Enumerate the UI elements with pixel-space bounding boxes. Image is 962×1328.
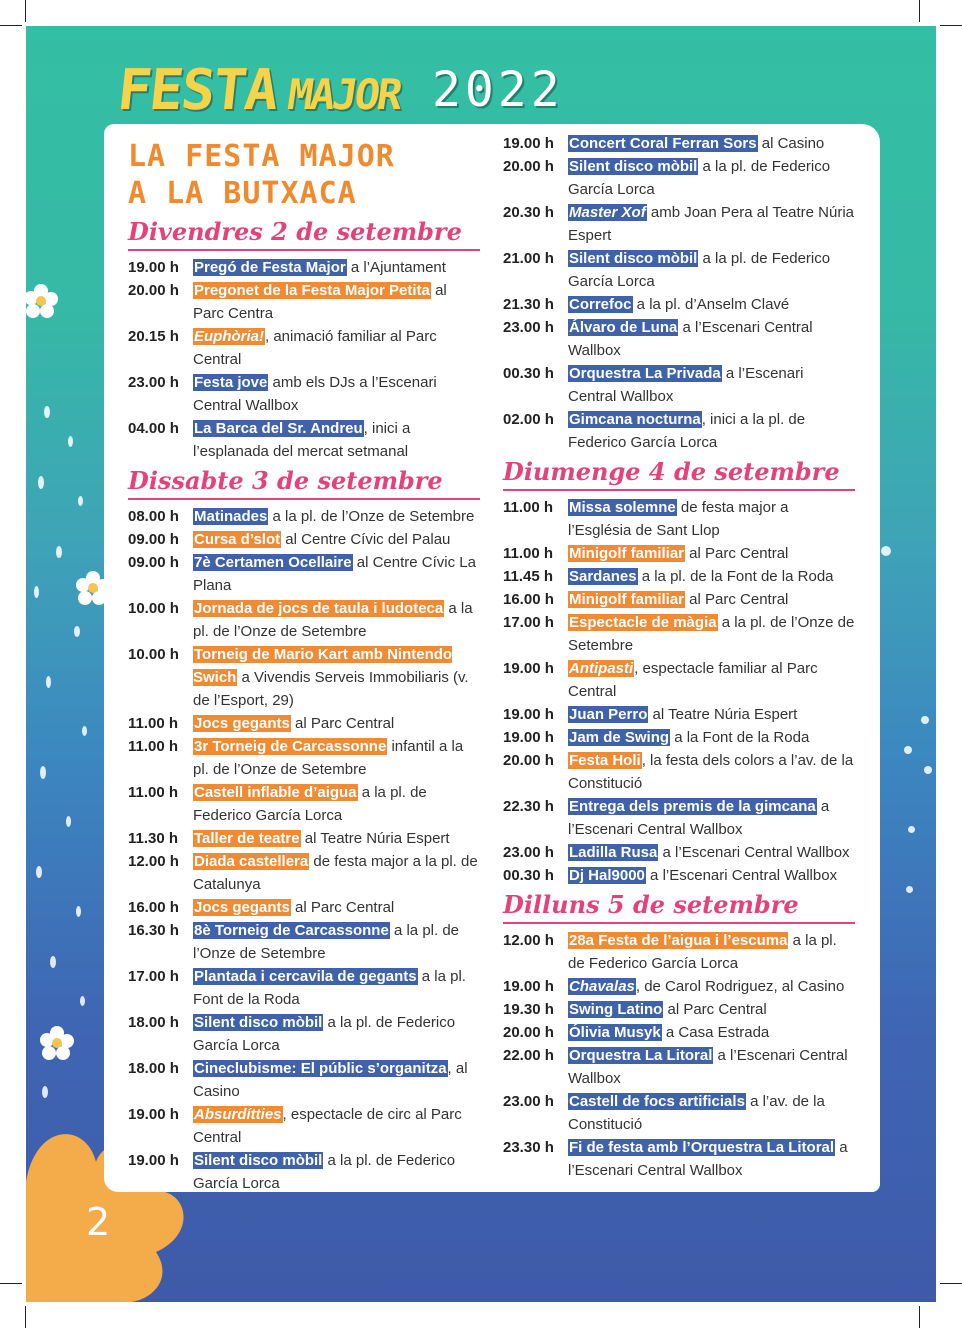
event-detail: al Parc Central	[685, 545, 789, 562]
event-row	[503, 1136, 855, 1182]
crop-mark	[940, 1283, 962, 1284]
event-description	[193, 1011, 480, 1057]
event-time: 19.30 h	[503, 1001, 554, 1018]
decor-speck	[921, 716, 929, 724]
decor-speck	[34, 586, 39, 598]
event-highlight: Torneig de Mario Kart amb Nintendo Swich	[193, 646, 453, 686]
decor-speck	[42, 1086, 48, 1098]
event-time: 23.00 h	[503, 319, 554, 336]
event-row	[128, 505, 480, 528]
event-detail: , la festa dels colors a l’av. de la Constitució	[568, 752, 854, 792]
event-description	[193, 1057, 480, 1103]
event-description	[568, 975, 855, 998]
event-time: 19.00 h	[503, 978, 554, 995]
crop-mark	[919, 0, 920, 22]
event-description	[193, 551, 480, 597]
event-time: 04.00 h	[128, 420, 179, 437]
event-row	[128, 417, 480, 463]
event-highlight: Jam de Swing	[569, 729, 670, 746]
event-description	[568, 247, 855, 293]
event-row	[503, 1044, 855, 1090]
event-row	[503, 201, 855, 247]
event-detail: a la pl. de l’Onze de Setembre	[193, 600, 473, 640]
event-detail: a l’av. de la Constitució	[568, 1093, 825, 1133]
event-description	[193, 850, 480, 896]
event-highlight: Orquestra La Litoral	[569, 1047, 713, 1064]
event-highlight: Entrega dels premis de la gimcana	[569, 798, 816, 815]
event-highlight: La Barca del Sr. Andreu	[194, 420, 363, 437]
event-description	[193, 827, 480, 850]
event-row	[128, 712, 480, 735]
event-row	[128, 1057, 480, 1103]
decor-speck	[78, 496, 83, 506]
event-time: 20.00 h	[503, 158, 554, 175]
event-time: 19.00 h	[503, 135, 554, 152]
day-heading: Diumenge 4 de setembre	[503, 456, 855, 491]
event-detail: a l’Escenari Central Wallbox	[645, 867, 838, 884]
event-row	[503, 588, 855, 611]
event-highlight: Antipasti	[569, 660, 634, 677]
event-time: 22.30 h	[503, 798, 554, 815]
event-row	[503, 975, 855, 998]
event-detail: al Casino	[757, 135, 825, 152]
event-description	[568, 316, 855, 362]
event-description	[193, 735, 480, 781]
event-detail: a la pl. de la Font de la Roda	[637, 568, 834, 585]
event-detail: a la pl. de Federico García Lorca	[193, 784, 427, 824]
event-time: 16.00 h	[503, 591, 554, 608]
event-description	[568, 588, 855, 611]
event-highlight: Castell de focs artificials	[569, 1093, 745, 1110]
event-time: 23.00 h	[128, 374, 179, 391]
event-detail: al Teatre Núria Espert	[648, 706, 798, 723]
event-row	[128, 965, 480, 1011]
event-highlight: Castell inflable d’aigua	[194, 784, 357, 801]
event-highlight: Festa Holi	[569, 752, 641, 769]
event-description	[568, 362, 855, 408]
event-detail: al Centre Cívic del Palau	[281, 531, 451, 548]
event-highlight: Espectacle de màgia	[569, 614, 717, 631]
event-time: 23.30 h	[503, 1139, 554, 1156]
decor-speck	[36, 866, 42, 878]
crop-mark	[940, 25, 962, 26]
flower-decoration	[40, 1026, 74, 1060]
event-highlight: Euphòria!	[194, 328, 264, 345]
saturday-continued	[503, 132, 855, 454]
decor-speck	[82, 726, 87, 736]
event-time: 09.00 h	[128, 531, 179, 548]
decor-speck	[924, 766, 932, 774]
event-detail: al Teatre Núria Espert	[300, 830, 450, 847]
event-row	[128, 371, 480, 417]
event-description	[568, 132, 855, 155]
decor-speck	[50, 956, 56, 968]
event-description	[193, 1149, 480, 1195]
event-time: 21.00 h	[503, 250, 554, 267]
event-time: 10.00 h	[128, 646, 179, 663]
event-highlight: Minigolf familiar	[569, 591, 685, 608]
event-time: 23.00 h	[503, 844, 554, 861]
event-row	[128, 279, 480, 325]
event-description	[568, 726, 855, 749]
event-time: 21.30 h	[503, 296, 554, 313]
right-column	[503, 132, 855, 1182]
decor-speck	[44, 406, 50, 418]
crop-mark	[919, 1306, 920, 1328]
event-detail: , espectacle familiar al Parc Central	[568, 660, 818, 700]
event-detail: al Parc Central	[663, 1001, 767, 1018]
event-time: 20.15 h	[128, 328, 179, 345]
event-detail: , inici a l’esplanada del mercat setmanal	[193, 420, 411, 460]
event-highlight: 7è Certamen Ocellaire	[194, 554, 352, 571]
event-detail: al Parc Centra	[193, 282, 447, 322]
event-time: 11.45 h	[503, 568, 554, 585]
heading-line-1: LA FESTA MAJOR	[128, 139, 395, 174]
event-highlight: 3r Torneig de Carcassonne	[194, 738, 387, 755]
event-time: 19.00 h	[503, 729, 554, 746]
event-description	[568, 1090, 855, 1136]
event-description	[193, 279, 480, 325]
event-highlight: Concert Coral Ferran Sors	[569, 135, 757, 152]
event-description	[568, 841, 855, 864]
event-description	[193, 256, 480, 279]
event-row	[503, 749, 855, 795]
event-highlight: 28a Festa de l’aigua i l’escuma	[569, 932, 788, 949]
event-time: 11.00 h	[128, 715, 179, 732]
event-row	[503, 864, 855, 887]
decor-speck	[56, 546, 62, 558]
event-detail: , espectacle de circ al Parc Central	[193, 1106, 462, 1146]
event-highlight: Chavalas	[569, 978, 635, 995]
event-detail: a l’Escenari Central Wallbox	[568, 1139, 848, 1179]
event-description	[568, 795, 855, 841]
event-detail: a la pl. de Federico García Lorca	[193, 1152, 456, 1192]
event-row	[503, 155, 855, 201]
event-time: 11.00 h	[128, 784, 179, 801]
event-detail: a la pl. Font de la Roda	[193, 968, 466, 1008]
event-time: 17.00 h	[503, 614, 554, 631]
event-time: 22.00 h	[503, 1047, 554, 1064]
event-highlight: Missa solemne	[569, 499, 676, 516]
event-highlight: Taller de teatre	[194, 830, 300, 847]
event-description	[568, 408, 855, 454]
event-detail: a la pl. de l’Onze de Setembre	[193, 922, 460, 962]
event-time: 11.30 h	[128, 830, 179, 847]
event-time: 23.00 h	[503, 1093, 554, 1110]
event-time: 00.30 h	[503, 867, 554, 884]
event-row	[503, 1090, 855, 1136]
event-highlight: Pregonet de la Festa Major Petita	[194, 282, 430, 299]
event-description	[568, 201, 855, 247]
event-detail: de festa major a l’Església de Sant Llop	[568, 499, 789, 539]
event-row	[503, 496, 855, 542]
event-time: 00.30 h	[503, 365, 554, 382]
event-row	[128, 850, 480, 896]
event-time: 11.00 h	[503, 499, 554, 516]
event-highlight: Cursa d’slot	[194, 531, 281, 548]
event-description	[193, 325, 480, 371]
event-description	[568, 1021, 855, 1044]
event-highlight: Ladilla Rusa	[569, 844, 658, 861]
event-time: 16.30 h	[128, 922, 179, 939]
event-row	[503, 1021, 855, 1044]
event-row	[503, 316, 855, 362]
decor-speck	[74, 626, 80, 637]
decor-speck	[46, 676, 51, 688]
event-detail: a l’Escenari Central Wallbox	[658, 844, 850, 861]
decor-speck	[904, 746, 912, 754]
event-time: 18.00 h	[128, 1060, 179, 1077]
event-description	[568, 155, 855, 201]
event-time: 02.00 h	[503, 411, 554, 428]
event-highlight: Jocs gegants	[194, 899, 290, 916]
event-row	[503, 408, 855, 454]
decor-speck	[38, 476, 44, 489]
event-row	[503, 542, 855, 565]
event-detail: amb els DJs a l’Escenari Central Wallbox	[193, 374, 437, 414]
event-list	[128, 256, 480, 463]
decor-speck	[906, 886, 913, 893]
crop-mark	[0, 1283, 22, 1284]
event-description	[568, 611, 855, 657]
event-detail: , al Casino	[193, 1060, 468, 1100]
event-row	[503, 726, 855, 749]
event-description	[568, 657, 855, 703]
event-highlight: Gimcana nocturna	[569, 411, 701, 428]
event-detail: al Parc Central	[685, 591, 789, 608]
event-detail: a l’Escenari Central Wallbox	[568, 319, 813, 359]
event-highlight: Absurdítties	[194, 1106, 282, 1123]
event-time: 19.00 h	[128, 1106, 179, 1123]
event-highlight: Ólivia Musyk	[569, 1024, 661, 1041]
page-number: 2	[86, 1200, 111, 1244]
event-highlight: Jocs gegants	[194, 715, 290, 732]
event-row	[503, 657, 855, 703]
heading-line-2: A LA BUTXACA	[128, 176, 357, 211]
event-row	[503, 132, 855, 155]
event-description	[568, 293, 855, 316]
event-highlight: Plantada i cercavila de gegants	[194, 968, 417, 985]
event-detail: a l’Escenari Central Wallbox	[568, 1047, 848, 1087]
event-highlight: Correfoc	[569, 296, 632, 313]
day-heading: Dilluns 5 de setembre	[503, 889, 855, 924]
event-detail: a Vivendis Serveis Immobiliaris (v. de l’Esport, 29)	[193, 669, 469, 709]
event-row	[503, 703, 855, 726]
event-highlight: Álvaro de Luna	[569, 319, 678, 336]
day-heading: Divendres 2 de setembre	[128, 216, 480, 251]
event-description	[193, 505, 480, 528]
crop-mark	[25, 1306, 26, 1328]
event-time: 20.30 h	[503, 204, 554, 221]
event-description	[568, 542, 855, 565]
event-description	[193, 781, 480, 827]
event-detail: a la pl. de l’Onze de Setembre	[568, 614, 855, 654]
event-detail: , animació familiar al Parc Central	[193, 328, 437, 368]
event-highlight: Swing Latino	[569, 1001, 663, 1018]
event-row	[128, 896, 480, 919]
event-row	[503, 293, 855, 316]
event-list	[503, 929, 855, 1182]
decor-speck	[76, 906, 81, 917]
decor-speck	[908, 826, 915, 833]
event-highlight: Matinades	[194, 508, 268, 525]
event-row	[128, 1149, 480, 1195]
event-detail: al Centre Cívic La Plana	[193, 554, 476, 594]
title-year: 2022	[432, 62, 564, 118]
decor-speck	[66, 816, 71, 827]
event-detail: a l’Escenari Central Wallbox	[568, 798, 830, 838]
event-description	[568, 929, 855, 975]
event-description	[568, 703, 855, 726]
event-row	[128, 528, 480, 551]
event-time: 11.00 h	[128, 738, 179, 755]
right-sections	[503, 456, 855, 1182]
event-detail: de festa major a la pl. de Catalunya	[193, 853, 478, 893]
event-detail: a la pl. de Federico García Lorca	[568, 158, 831, 198]
event-highlight: Jornada de jocs de taula i ludoteca	[194, 600, 444, 617]
event-description	[193, 919, 480, 965]
event-description	[568, 565, 855, 588]
event-detail: a la pl. d’Anselm Clavé	[632, 296, 790, 313]
event-row	[128, 1011, 480, 1057]
event-highlight: Diada castellera	[194, 853, 309, 870]
decor-speck	[68, 436, 73, 447]
event-detail: a la Font de la Roda	[670, 729, 810, 746]
crop-mark	[25, 0, 26, 22]
event-description	[193, 643, 480, 712]
event-description	[568, 1136, 855, 1182]
event-row	[503, 795, 855, 841]
title-festa: FESTA	[114, 58, 280, 123]
event-row	[128, 256, 480, 279]
event-time: 20.00 h	[503, 752, 554, 769]
event-highlight: Juan Perro	[569, 706, 648, 723]
event-highlight: Sardanes	[569, 568, 637, 585]
event-detail: a la pl. de l’Onze de Setembre	[268, 508, 475, 525]
event-detail: al Parc Central	[290, 715, 395, 732]
event-time: 19.00 h	[503, 706, 554, 723]
event-row	[128, 643, 480, 712]
event-list	[503, 496, 855, 887]
event-description	[193, 371, 480, 417]
event-detail: a l’Ajuntament	[346, 259, 446, 276]
event-description	[193, 712, 480, 735]
event-highlight: Orquestra La Privada	[569, 365, 721, 382]
event-time: 16.00 h	[128, 899, 179, 916]
event-time: 12.00 h	[503, 932, 554, 949]
event-description	[568, 1044, 855, 1090]
event-row	[503, 362, 855, 408]
event-description	[568, 998, 855, 1021]
decor-speck	[80, 996, 85, 1006]
title-major: MAJOR	[284, 70, 403, 119]
event-highlight: Festa jove	[194, 374, 268, 391]
event-detail: amb Joan Pera al Teatre Núria Espert	[568, 204, 855, 244]
left-sections	[128, 216, 480, 1195]
event-detail: a la pl. de Federico García Lorca	[568, 250, 831, 290]
event-description	[193, 1103, 480, 1149]
event-highlight: Silent disco mòbil	[569, 250, 698, 267]
event-highlight: Pregó de Festa Major	[194, 259, 346, 276]
event-time: 12.00 h	[128, 853, 179, 870]
event-row	[503, 841, 855, 864]
event-list	[128, 505, 480, 1195]
event-description	[568, 496, 855, 542]
event-row	[128, 919, 480, 965]
event-row	[503, 998, 855, 1021]
decor-speck	[881, 546, 891, 556]
event-detail: , de Carol Rodriguez, al Casino	[635, 978, 845, 995]
left-column	[128, 138, 480, 1195]
event-row	[503, 565, 855, 588]
event-description	[193, 528, 480, 551]
event-time: 19.00 h	[503, 660, 554, 677]
event-time: 19.00 h	[128, 1152, 179, 1169]
event-description	[193, 965, 480, 1011]
crop-mark	[0, 25, 22, 26]
flower-decoration	[26, 284, 58, 318]
event-detail: a l’Escenari Central Wallbox	[568, 365, 804, 405]
event-detail: a la pl. de Federico García Lorca	[568, 932, 837, 972]
event-row	[128, 597, 480, 643]
event-time: 17.00 h	[128, 968, 179, 985]
event-detail: a la pl. de Federico García Lorca	[193, 1014, 456, 1054]
event-highlight: Silent disco mòbil	[194, 1152, 323, 1169]
event-highlight: Silent disco mòbil	[194, 1014, 323, 1031]
event-detail: al Parc Central	[290, 899, 395, 916]
event-time: 19.00 h	[128, 259, 179, 276]
day-heading: Dissabte 3 de setembre	[128, 465, 480, 500]
event-row	[503, 611, 855, 657]
event-highlight: Cineclubisme: El públic s’organitza	[194, 1060, 447, 1077]
event-time: 09.00 h	[128, 554, 179, 571]
event-highlight: Dj Hal9000	[569, 867, 645, 884]
event-detail: infantil a la pl. de l’Onze de Setembre	[193, 738, 464, 778]
event-description	[193, 597, 480, 643]
event-time: 08.00 h	[128, 508, 179, 525]
event-row	[503, 247, 855, 293]
event-time: 20.00 h	[128, 282, 179, 299]
decor-speck	[40, 766, 46, 779]
event-description	[193, 896, 480, 919]
event-time: 10.00 h	[128, 600, 179, 617]
event-description	[568, 864, 855, 887]
event-highlight: Minigolf familiar	[569, 545, 685, 562]
event-time: 20.00 h	[503, 1024, 554, 1041]
event-row	[128, 827, 480, 850]
event-row	[503, 929, 855, 975]
event-row	[128, 551, 480, 597]
event-time: 18.00 h	[128, 1014, 179, 1031]
event-row	[128, 781, 480, 827]
event-time: 11.00 h	[503, 545, 554, 562]
event-highlight: Silent disco mòbil	[569, 158, 698, 175]
event-highlight: Fi de festa amb l’Orquestra La Litoral	[569, 1139, 835, 1156]
event-description	[193, 417, 480, 463]
event-description	[568, 749, 855, 795]
event-highlight: Master Xof	[569, 204, 646, 221]
event-row	[128, 735, 480, 781]
event-highlight: 8è Torneig de Carcassonne	[194, 922, 389, 939]
event-row	[128, 325, 480, 371]
event-detail: a Casa Estrada	[661, 1024, 770, 1041]
event-detail: , inici a la pl. de Federico García Lorca	[568, 411, 806, 451]
event-row	[128, 1103, 480, 1149]
